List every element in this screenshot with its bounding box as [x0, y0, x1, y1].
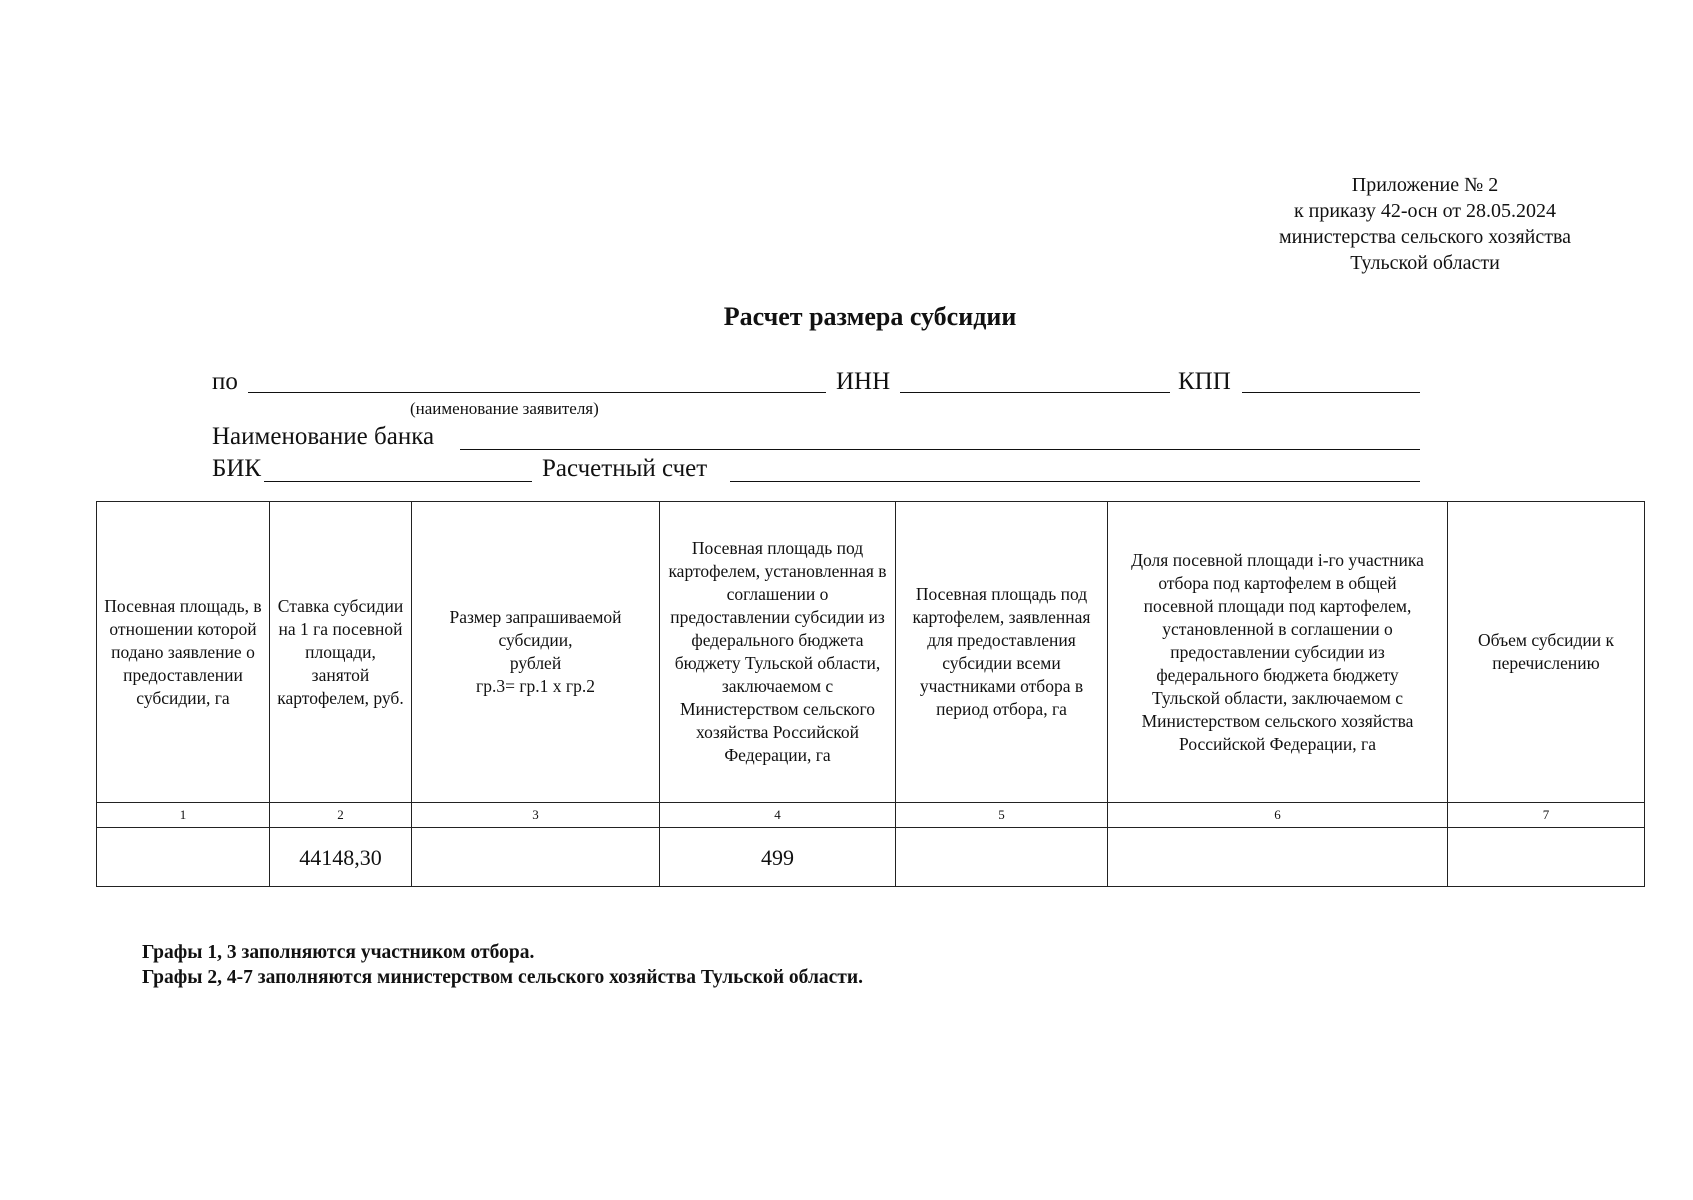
po-label: по: [212, 368, 238, 395]
appendix-block: [1230, 172, 1620, 276]
kpp-field[interactable]: [1242, 392, 1420, 393]
header-col-2: Ставка субсидии на 1 га посевной площади, занятой картофелем, руб.: [270, 502, 412, 803]
note-line-2: Графы 2, 4-7 заполняются министерством сельского хозяйства Тульской области.: [142, 967, 863, 988]
account-label: Расчетный счет: [542, 455, 708, 482]
bank-name-field[interactable]: [460, 449, 1420, 450]
notes-block: [142, 940, 863, 990]
account-field[interactable]: [730, 481, 1420, 482]
note-line-1: Графы 1, 3 заполняются участником отбора.: [142, 942, 535, 963]
inn-field[interactable]: [900, 392, 1170, 393]
document-title: Расчет размера субсидии: [723, 302, 1017, 331]
column-number: 1: [97, 803, 270, 828]
appendix-line-4: Тульской области: [1350, 252, 1500, 274]
appendix-line-3: министерства сельского хозяйства: [1278, 226, 1572, 248]
header-col-7: Объем субсидии к перечислению: [1448, 502, 1645, 803]
header-col-3: Размер запрашиваемой субсидии, рублей гр.3= гр.1 х гр.2: [412, 502, 660, 803]
inn-label: ИНН: [836, 368, 891, 395]
header-col-1: Посевная площадь, в отношении которой подано заявление о предоставлении субсидии, га: [97, 502, 270, 803]
agreement-area-cell: 499: [660, 828, 896, 887]
column-number: 6: [1108, 803, 1448, 828]
requested-subsidy-cell[interactable]: [412, 828, 660, 887]
sown-area-cell[interactable]: [97, 828, 270, 887]
bik-field[interactable]: [264, 481, 532, 482]
column-number-row: [97, 803, 1645, 828]
column-number: 5: [896, 803, 1108, 828]
kpp-label: КПП: [1178, 368, 1231, 395]
appendix-line-1: Приложение № 2: [1351, 174, 1499, 196]
applicant-caption: (наименование заявителя): [410, 399, 599, 418]
header-col-6: Доля посевной площади i-го участника отбора под картофелем в общей посевной площади под картофелем, установленной в соглашении о предоставлении субсидии из федерального бюджета бюджету Тульской области, заключаемом с Министерством сельского хозяйства Российской Федерации, га: [1108, 502, 1448, 803]
appendix-line-2: к приказу 42-осн от 28.05.2024: [1293, 200, 1557, 222]
header-col-5: Посевная площадь под картофелем, заявленная для предоставления субсидии всеми участниками отбора в период отбора, га: [896, 502, 1108, 803]
applicant-name-field[interactable]: [248, 392, 826, 393]
header-col-4: Посевная площадь под картофелем, установленная в соглашении о предоставлении субсидии из федерального бюджета бюджету Тульской области, заключаемом с Министерством сельского хозяйства Российской Федерации, га: [660, 502, 896, 803]
bik-label: БИК: [212, 455, 262, 482]
value-row: [97, 828, 1645, 887]
subsidy-rate-cell: 44148,30: [270, 828, 412, 887]
subsidy-calculation-table: [96, 501, 1645, 887]
declared-area-cell: [896, 828, 1108, 887]
header-row: [97, 502, 1645, 803]
transfer-amount-cell: [1448, 828, 1645, 887]
column-number: 7: [1448, 803, 1645, 828]
column-number: 2: [270, 803, 412, 828]
column-number: 4: [660, 803, 896, 828]
area-share-cell: [1108, 828, 1448, 887]
bank-label: Наименование банка: [212, 423, 435, 450]
column-number: 3: [412, 803, 660, 828]
